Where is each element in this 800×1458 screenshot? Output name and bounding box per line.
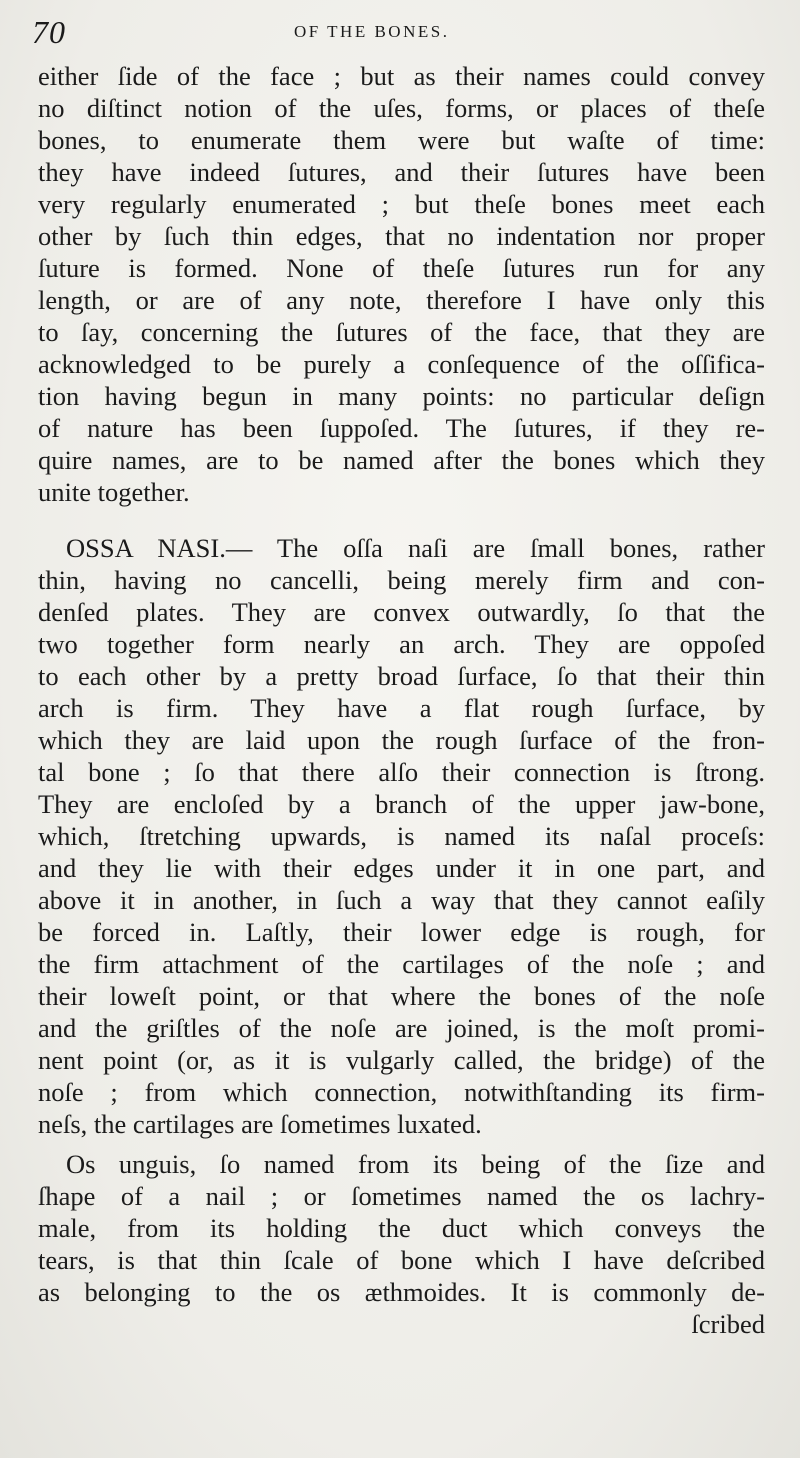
paragraph-os-unguis: [38, 1148, 765, 1340]
text-line: ſhape of a nail ; or ſometimes named the os lachry-: [38, 1181, 765, 1211]
page-number: 70: [32, 14, 66, 50]
text-line: male, from its holding the duct which conveys the: [38, 1213, 765, 1243]
text-line: of nature has been ſuppoſed. The ſutures, if they re-: [38, 413, 765, 443]
text-line: quire names, are to be named after the bones which they: [38, 445, 765, 475]
text-line: which they are laid upon the rough ſurface of the fron-: [38, 725, 765, 755]
text-line: be forced in. Laſtly, their lower edge is rough, for: [38, 917, 765, 947]
text-line: ſuture is formed. None of theſe ſutures run for any: [38, 253, 765, 283]
text-line: length, or are of any note, therefore I have only this: [38, 285, 765, 315]
text-line: arch is firm. They have a flat rough ſurface, by: [38, 693, 765, 723]
text-line: very regularly enumerated ; but theſe bones meet each: [38, 189, 765, 219]
text-line: the firm attachment of the cartilages of the noſe ; and: [38, 949, 765, 979]
text-line: no diſtinct notion of the uſes, forms, or places of theſe: [38, 93, 765, 123]
text-line: they have indeed ſutures, and their ſutures have been: [38, 157, 765, 187]
running-head: OF THE BONES.: [294, 22, 450, 41]
paragraph-ossa-nasi: [38, 532, 765, 1140]
paragraph-gap: [38, 508, 765, 532]
text-line: their loweſt point, or that where the bones of the noſe: [38, 981, 765, 1011]
paragraph-gap: [38, 1140, 765, 1148]
text-line: which, ſtretching upwards, is named its naſal proceſs:: [38, 821, 765, 851]
text-line: tears, is that thin ſcale of bone which I have deſcribed: [38, 1245, 765, 1275]
text-line: tion having begun in many points: no particular deſign: [38, 381, 765, 411]
text-line: denſed plates. They are convex outwardly, ſo that the: [38, 597, 765, 627]
text-line: other by ſuch thin edges, that no indentation nor proper: [38, 221, 765, 251]
paragraph-sutures: [38, 60, 765, 508]
catchword: ſcribed: [691, 1309, 765, 1339]
text-line: Os unguis, ſo named from its being of the ſize and: [66, 1149, 765, 1179]
text-line: bones, to enumerate them were but waſte of time:: [38, 125, 765, 155]
text-line: acknowledged to be purely a conſequence of the oſſifica-: [38, 349, 765, 379]
text-line: two together form nearly an arch. They are oppoſed: [38, 629, 765, 659]
body-text: [38, 60, 765, 1340]
text-line: above it in another, in ſuch a way that they cannot eaſily: [38, 885, 765, 915]
text-line: as belonging to the os æthmoides. It is commonly de-: [38, 1277, 765, 1307]
text-line: neſs, the cartilages are ſometimes luxated.: [38, 1109, 482, 1139]
text-line: to ſay, concerning the ſutures of the face, that they are: [38, 317, 765, 347]
text-line: thin, having no cancelli, being merely firm and con-: [38, 565, 765, 595]
text-line: They are encloſed by a branch of the upper jaw-bone,: [38, 789, 765, 819]
text-line: and the griſtles of the noſe are joined, is the moſt promi-: [38, 1013, 765, 1043]
text-line: noſe ; from which connection, notwithſtanding its firm-: [38, 1077, 765, 1107]
text-line: either ſide of the face ; but as their names could convey: [38, 61, 765, 91]
text-line: tal bone ; ſo that there alſo their connection is ſtrong.: [38, 757, 765, 787]
text-line: nent point (or, as it is vulgarly called, the bridge) of the: [38, 1045, 765, 1075]
page-header: [32, 14, 780, 50]
text-line: to each other by a pretty broad ſurface, ſo that their thin: [38, 661, 765, 691]
text-line: unite together.: [38, 477, 190, 507]
text-line: and they lie with their edges under it in one part, and: [38, 853, 765, 883]
text-line: OSSA NASI.— The oſſa naſi are ſmall bones, rather: [66, 533, 765, 563]
